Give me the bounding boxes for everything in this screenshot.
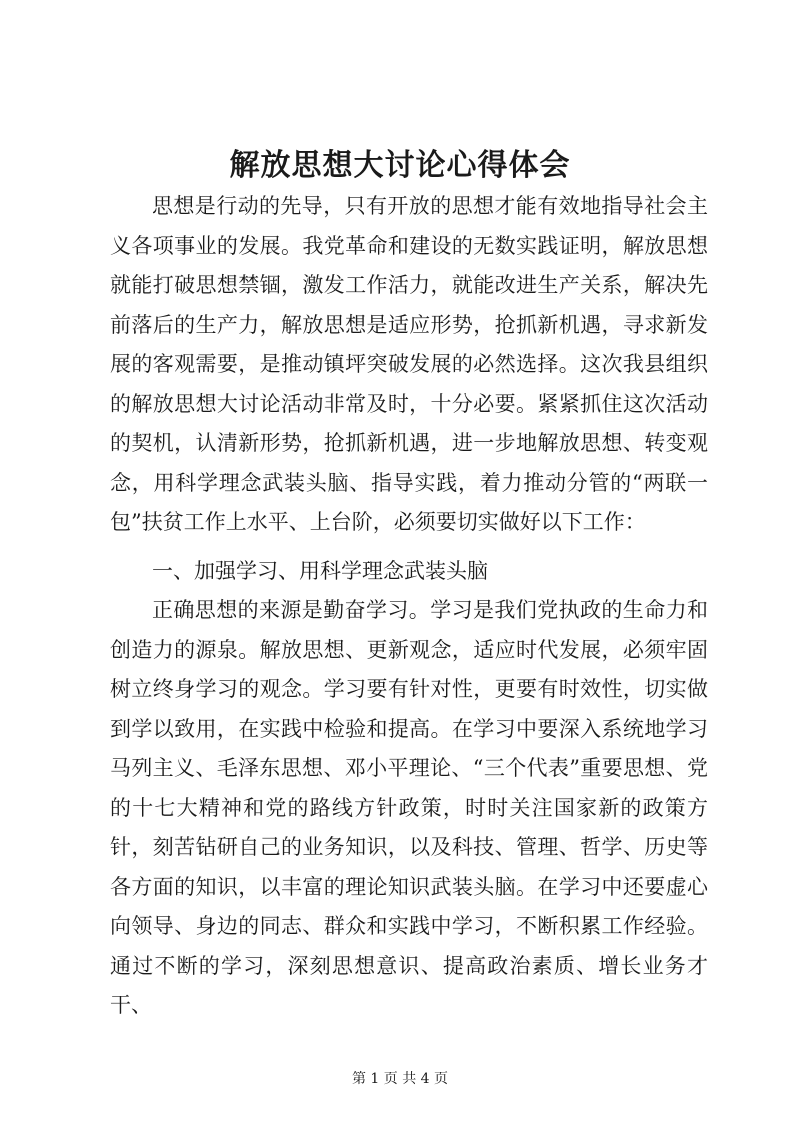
page-number: 第 1 页 共 4 页 bbox=[351, 1071, 449, 1087]
document-title: 解放思想大讨论心得体会 bbox=[229, 148, 571, 183]
paragraph-study: 正确思想的来源是勤奋学习。学习是我们党执政的生命力和创造力的源泉。解放思想、更新观念，适应时代发展，必须牢固树立终身学习的观念。学习要有针对性，更要有时效性，切实做到学以致用，在实践中检验和提高。在学习中要深入系统地学习马列主义、毛泽东思想、邓小平理论、“三个代表”重要思想、党的十七大精神和党的路线方针政策，时时关注国家新的政策方针，刻苦钻研自己的业务知识，以及科技、管理、哲学、历史等各方面的知识，以丰富的理论知识武装头脑。在学习中还要虚心向领导、身边的同志、群众和实践中学习，不断积累工作经验。通过不断的学习，深刻思想意识、提高政治素质、增长业务才干、 bbox=[110, 598, 708, 1017]
paragraph-intro: 思想是行动的先导，只有开放的思想才能有效地指导社会主义各项事业的发展。我党革命和建设的无数实践证明，解放思想就能打破思想禁锢，激发工作活力，就能改进生产关系，解决先前落后的生产力，解放思想是适应形势，抢抓新机遇，寻求新发展的客观需要，是推动镇坪突破发展的必然选择。这次我县组织的解放思想大讨论活动非常及时，十分必要。紧紧抓住这次活动的契机，认清新形势，抢抓新机遇，进一步地解放思想、转变观念，用科学理念武装头脑、指导实践，着力推动分管的“两联一包”扶贫工作上水平、上台阶，必须要切实做好以下工作： bbox=[110, 194, 708, 534]
section-heading: 一、加强学习、用科学理念武装头脑 bbox=[152, 559, 488, 583]
